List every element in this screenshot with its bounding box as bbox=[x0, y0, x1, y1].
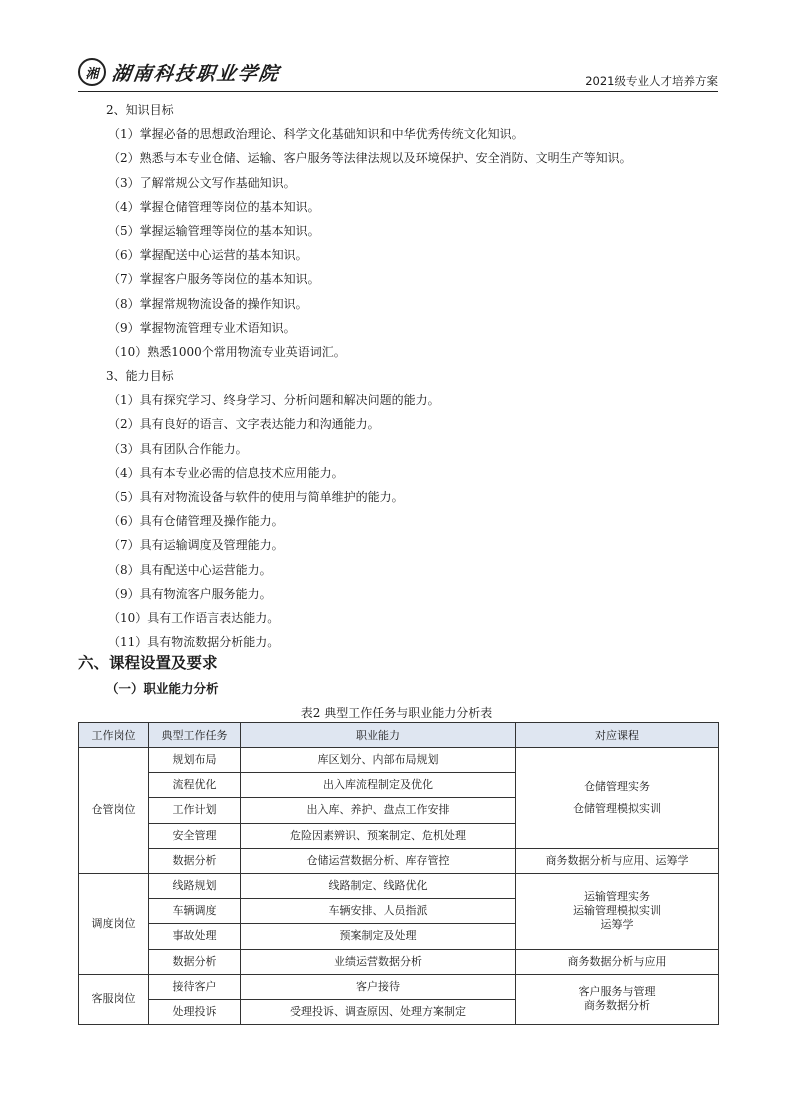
knowledge-item: （10）熟悉1000个常用物流专业英语词汇。 bbox=[108, 344, 346, 359]
course-cell bbox=[516, 974, 719, 1024]
knowledge-item: （4）掌握仓储管理等岗位的基本知识。 bbox=[108, 199, 320, 214]
document-title: 2021级专业人才培养方案 bbox=[585, 74, 718, 88]
task-cell: 处理投诉 bbox=[149, 999, 241, 1024]
course-cell bbox=[516, 748, 719, 849]
ability-item: （6）具有仓储管理及操作能力。 bbox=[108, 514, 284, 529]
header-cell: 工作岗位 bbox=[79, 723, 149, 748]
course-name: 客户服务与管理 bbox=[578, 985, 656, 999]
ability-cell: 库区划分、内部布局规划 bbox=[241, 748, 516, 773]
table-row bbox=[79, 848, 719, 873]
course-cell bbox=[516, 873, 719, 949]
ability-cell: 线路制定、线路优化 bbox=[241, 873, 516, 898]
school-name: 湖南科技职业学院 bbox=[110, 62, 282, 85]
knowledge-heading: 2、知识目标 bbox=[106, 103, 174, 117]
task-cell: 工作计划 bbox=[149, 798, 241, 823]
ability-item: （11）具有物流数据分析能力。 bbox=[108, 635, 280, 650]
ability-item: （7）具有运输调度及管理能力。 bbox=[108, 538, 284, 553]
course-name: 运输管理实务 bbox=[584, 890, 650, 904]
knowledge-item: （7）掌握客户服务等岗位的基本知识。 bbox=[108, 272, 320, 287]
ability-item: （4）具有本专业必需的信息技术应用能力。 bbox=[108, 465, 344, 480]
ability-item: （2）具有良好的语言、文字表达能力和沟通能力。 bbox=[108, 417, 380, 432]
table-header-row bbox=[79, 723, 719, 748]
page-header bbox=[78, 56, 718, 92]
header-cell: 职业能力 bbox=[241, 723, 516, 748]
ability-cell: 客户接待 bbox=[241, 974, 516, 999]
course-name: 运输管理模拟实训 bbox=[573, 904, 661, 918]
header-cell: 典型工作任务 bbox=[149, 723, 241, 748]
course-name: 商务数据分析 bbox=[584, 999, 650, 1013]
ability-heading: 3、能力目标 bbox=[106, 369, 174, 384]
table-row bbox=[79, 748, 719, 773]
task-cell: 安全管理 bbox=[149, 823, 241, 848]
knowledge-item: （1）掌握必备的思想政治理论、科学文化基础知识和中华优秀传统文化知识。 bbox=[108, 127, 524, 142]
course-name: 仓储管理实务 bbox=[584, 779, 650, 793]
post-cell: 调度岗位 bbox=[79, 873, 149, 974]
ability-cell: 危险因素辨识、预案制定、危机处理 bbox=[241, 823, 516, 848]
ability-item: （9）具有物流客户服务能力。 bbox=[108, 586, 272, 601]
knowledge-item: （9）掌握物流管理专业术语知识。 bbox=[108, 320, 296, 335]
table-caption: 表2 典型工作任务与职业能力分析表 bbox=[300, 706, 493, 720]
header-cell: 对应课程 bbox=[516, 723, 719, 748]
knowledge-item: （5）掌握运输管理等岗位的基本知识。 bbox=[108, 223, 320, 238]
task-cell: 接待客户 bbox=[149, 974, 241, 999]
ability-item: （8）具有配送中心运营能力。 bbox=[108, 562, 272, 577]
section-subtitle: （一）职业能力分析 bbox=[106, 681, 219, 696]
post-cell: 仓管岗位 bbox=[79, 748, 149, 874]
ability-item: （10）具有工作语言表达能力。 bbox=[108, 610, 280, 625]
ability-cell: 业绩运营数据分析 bbox=[241, 949, 516, 974]
header-divider bbox=[78, 91, 718, 92]
ability-cell: 出入库、养护、盘点工作安排 bbox=[241, 798, 516, 823]
knowledge-item: （2）熟悉与本专业仓储、运输、客户服务等法律法规以及环境保护、安全消防、文明生产等知识。 bbox=[108, 151, 632, 166]
task-cell: 线路规划 bbox=[149, 873, 241, 898]
ability-item: （1）具有探究学习、终身学习、分析问题和解决问题的能力。 bbox=[108, 393, 440, 408]
school-logo bbox=[78, 58, 280, 86]
post-cell: 客服岗位 bbox=[79, 974, 149, 1024]
school-emblem-icon: 湘 bbox=[78, 58, 106, 86]
table-row bbox=[79, 949, 719, 974]
course-name: 运筹学 bbox=[600, 918, 634, 932]
ability-cell: 受理投诉、调查原因、处理方案制定 bbox=[241, 999, 516, 1024]
objectives-text bbox=[78, 98, 718, 654]
task-cell: 规划布局 bbox=[149, 748, 241, 773]
ability-cell: 出入库流程制定及优化 bbox=[241, 773, 516, 798]
ability-cell: 仓储运营数据分析、库存管控 bbox=[241, 848, 516, 873]
ability-cell: 预案制定及处理 bbox=[241, 924, 516, 949]
task-cell: 数据分析 bbox=[149, 848, 241, 873]
task-cell: 事故处理 bbox=[149, 924, 241, 949]
task-cell: 车辆调度 bbox=[149, 899, 241, 924]
knowledge-item: （3）了解常规公文写作基础知识。 bbox=[108, 175, 296, 190]
table-row bbox=[79, 873, 719, 898]
course-cell: 商务数据分析与应用、运筹学 bbox=[516, 848, 719, 873]
ability-item: （5）具有对物流设备与软件的使用与简单维护的能力。 bbox=[108, 490, 404, 504]
task-cell: 数据分析 bbox=[149, 949, 241, 974]
knowledge-item: （8）掌握常规物流设备的操作知识。 bbox=[108, 296, 308, 311]
ability-cell: 车辆安排、人员指派 bbox=[241, 899, 516, 924]
section-title: 六、课程设置及要求 bbox=[78, 654, 218, 672]
ability-item: （3）具有团队合作能力。 bbox=[108, 441, 248, 456]
knowledge-item: （6）掌握配送中心运营的基本知识。 bbox=[108, 248, 308, 263]
task-cell: 流程优化 bbox=[149, 773, 241, 798]
job-ability-table bbox=[78, 722, 719, 1025]
course-cell: 商务数据分析与应用 bbox=[516, 949, 719, 974]
course-name: 仓储管理模拟实训 bbox=[573, 801, 661, 815]
table-row bbox=[79, 974, 719, 999]
